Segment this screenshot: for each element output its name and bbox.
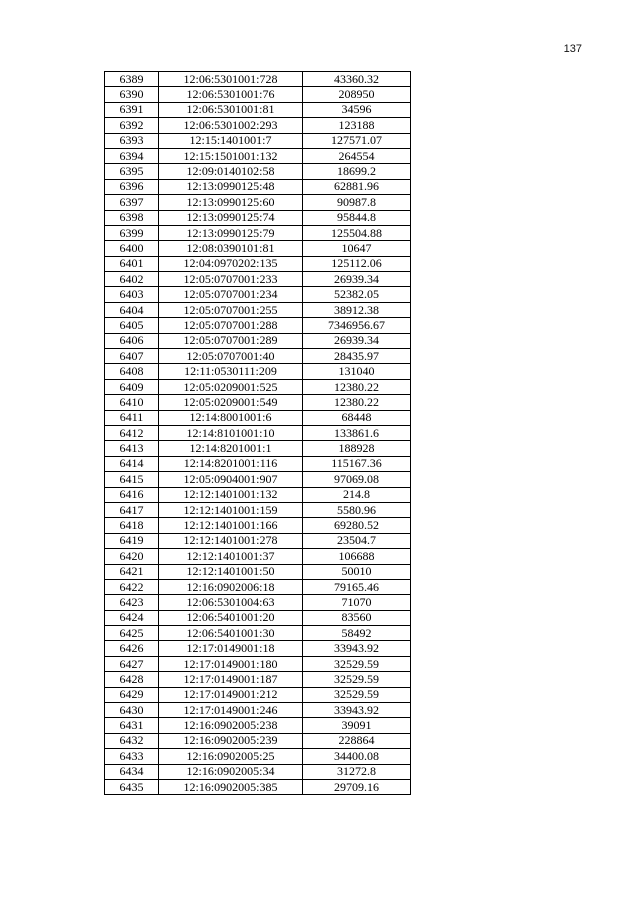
table-row xyxy=(105,87,411,102)
cadastral-number-cell: 12:16:0902006:18 xyxy=(159,579,303,594)
table-row xyxy=(105,487,411,502)
row-number-cell: 6420 xyxy=(105,549,159,564)
table-row xyxy=(105,564,411,579)
value-cell: 95844.8 xyxy=(303,210,411,225)
table-row xyxy=(105,718,411,733)
table-row xyxy=(105,395,411,410)
cadastral-number-cell: 12:06:5301001:76 xyxy=(159,87,303,102)
row-number-cell: 6399 xyxy=(105,225,159,240)
table-row xyxy=(105,672,411,687)
table-row xyxy=(105,318,411,333)
value-cell: 18699.2 xyxy=(303,164,411,179)
row-number-cell: 6416 xyxy=(105,487,159,502)
cadastral-number-cell: 12:16:0902005:34 xyxy=(159,764,303,779)
table-row xyxy=(105,349,411,364)
cadastral-number-cell: 12:05:0707001:233 xyxy=(159,272,303,287)
cadastral-number-cell: 12:06:5301002:293 xyxy=(159,118,303,133)
value-cell: 214.8 xyxy=(303,487,411,502)
value-cell: 97069.08 xyxy=(303,472,411,487)
table-row xyxy=(105,179,411,194)
cadastral-number-cell: 12:12:1401001:50 xyxy=(159,564,303,579)
cadastral-number-cell: 12:12:1401001:132 xyxy=(159,487,303,502)
row-number-cell: 6409 xyxy=(105,379,159,394)
cadastral-number-cell: 12:14:8201001:116 xyxy=(159,456,303,471)
row-number-cell: 6390 xyxy=(105,87,159,102)
table-row xyxy=(105,626,411,641)
table-row xyxy=(105,148,411,163)
table-body xyxy=(105,72,411,795)
table-row xyxy=(105,441,411,456)
value-cell: 62881.96 xyxy=(303,179,411,194)
page-number: 137 xyxy=(563,43,582,55)
row-number-cell: 6417 xyxy=(105,502,159,517)
row-number-cell: 6427 xyxy=(105,656,159,671)
row-number-cell: 6398 xyxy=(105,210,159,225)
cadastral-number-cell: 12:09:0140102:58 xyxy=(159,164,303,179)
table-row xyxy=(105,610,411,625)
cadastral-number-cell: 12:16:0902005:238 xyxy=(159,718,303,733)
table-row xyxy=(105,364,411,379)
row-number-cell: 6410 xyxy=(105,395,159,410)
row-number-cell: 6425 xyxy=(105,626,159,641)
value-cell: 43360.32 xyxy=(303,72,411,87)
value-cell: 26939.34 xyxy=(303,272,411,287)
cadastral-number-cell: 12:13:0990125:79 xyxy=(159,225,303,240)
value-cell: 28435.97 xyxy=(303,349,411,364)
table-row xyxy=(105,533,411,548)
value-cell: 29709.16 xyxy=(303,779,411,794)
row-number-cell: 6402 xyxy=(105,272,159,287)
value-cell: 38912.38 xyxy=(303,302,411,317)
value-cell: 90987.8 xyxy=(303,195,411,210)
cadastral-number-cell: 12:05:0904001:907 xyxy=(159,472,303,487)
table-row xyxy=(105,272,411,287)
cadastral-number-cell: 12:11:0530111:209 xyxy=(159,364,303,379)
cadastral-number-cell: 12:06:5301001:81 xyxy=(159,102,303,117)
value-cell: 31272.8 xyxy=(303,764,411,779)
cadastral-number-cell: 12:14:8001001:6 xyxy=(159,410,303,425)
value-cell: 79165.46 xyxy=(303,579,411,594)
value-cell: 10647 xyxy=(303,241,411,256)
cadastral-number-cell: 12:05:0707001:255 xyxy=(159,302,303,317)
value-cell: 50010 xyxy=(303,564,411,579)
table-row xyxy=(105,118,411,133)
cadastral-number-cell: 12:06:5401001:20 xyxy=(159,610,303,625)
value-cell: 23504.7 xyxy=(303,533,411,548)
row-number-cell: 6431 xyxy=(105,718,159,733)
table-row xyxy=(105,195,411,210)
value-cell: 52382.05 xyxy=(303,287,411,302)
row-number-cell: 6407 xyxy=(105,349,159,364)
data-table xyxy=(104,71,411,795)
value-cell: 69280.52 xyxy=(303,518,411,533)
cadastral-number-cell: 12:05:0707001:40 xyxy=(159,349,303,364)
cadastral-number-cell: 12:12:1401001:37 xyxy=(159,549,303,564)
value-cell: 83560 xyxy=(303,610,411,625)
cadastral-number-cell: 12:13:0990125:60 xyxy=(159,195,303,210)
row-number-cell: 6392 xyxy=(105,118,159,133)
table-row xyxy=(105,210,411,225)
row-number-cell: 6415 xyxy=(105,472,159,487)
value-cell: 208950 xyxy=(303,87,411,102)
value-cell: 131040 xyxy=(303,364,411,379)
table-row xyxy=(105,256,411,271)
cadastral-number-cell: 12:05:0209001:525 xyxy=(159,379,303,394)
value-cell: 125504.88 xyxy=(303,225,411,240)
value-cell: 228864 xyxy=(303,733,411,748)
row-number-cell: 6435 xyxy=(105,779,159,794)
table-row xyxy=(105,456,411,471)
row-number-cell: 6401 xyxy=(105,256,159,271)
cadastral-number-cell: 12:06:5301001:728 xyxy=(159,72,303,87)
value-cell: 125112.06 xyxy=(303,256,411,271)
value-cell: 33943.92 xyxy=(303,703,411,718)
row-number-cell: 6430 xyxy=(105,703,159,718)
row-number-cell: 6403 xyxy=(105,287,159,302)
table-row xyxy=(105,779,411,794)
table-row xyxy=(105,641,411,656)
table-row xyxy=(105,518,411,533)
table-row xyxy=(105,379,411,394)
table-row xyxy=(105,425,411,440)
table-row xyxy=(105,241,411,256)
row-number-cell: 6396 xyxy=(105,179,159,194)
row-number-cell: 6426 xyxy=(105,641,159,656)
table-row xyxy=(105,764,411,779)
row-number-cell: 6428 xyxy=(105,672,159,687)
row-number-cell: 6404 xyxy=(105,302,159,317)
value-cell: 12380.22 xyxy=(303,395,411,410)
table-row xyxy=(105,656,411,671)
cadastral-number-cell: 12:05:0707001:288 xyxy=(159,318,303,333)
table-row xyxy=(105,472,411,487)
value-cell: 106688 xyxy=(303,549,411,564)
value-cell: 5580.96 xyxy=(303,502,411,517)
cadastral-number-cell: 12:05:0209001:549 xyxy=(159,395,303,410)
row-number-cell: 6414 xyxy=(105,456,159,471)
table-row xyxy=(105,749,411,764)
value-cell: 68448 xyxy=(303,410,411,425)
cadastral-number-cell: 12:15:1401001:7 xyxy=(159,133,303,148)
row-number-cell: 6391 xyxy=(105,102,159,117)
value-cell: 71070 xyxy=(303,595,411,610)
table-row xyxy=(105,333,411,348)
cadastral-number-cell: 12:14:8201001:1 xyxy=(159,441,303,456)
cadastral-number-cell: 12:04:0970202:135 xyxy=(159,256,303,271)
value-cell: 32529.59 xyxy=(303,687,411,702)
row-number-cell: 6411 xyxy=(105,410,159,425)
value-cell: 188928 xyxy=(303,441,411,456)
table-row xyxy=(105,133,411,148)
cadastral-number-cell: 12:16:0902005:239 xyxy=(159,733,303,748)
value-cell: 39091 xyxy=(303,718,411,733)
cadastral-number-cell: 12:14:8101001:10 xyxy=(159,425,303,440)
row-number-cell: 6408 xyxy=(105,364,159,379)
value-cell: 123188 xyxy=(303,118,411,133)
table-row xyxy=(105,72,411,87)
cadastral-number-cell: 12:12:1401001:159 xyxy=(159,502,303,517)
value-cell: 26939.34 xyxy=(303,333,411,348)
table-row xyxy=(105,703,411,718)
value-cell: 12380.22 xyxy=(303,379,411,394)
cadastral-number-cell: 12:16:0902005:385 xyxy=(159,779,303,794)
cadastral-number-cell: 12:13:0990125:74 xyxy=(159,210,303,225)
row-number-cell: 6418 xyxy=(105,518,159,533)
value-cell: 34400.08 xyxy=(303,749,411,764)
cadastral-number-cell: 12:17:0149001:18 xyxy=(159,641,303,656)
table-row xyxy=(105,410,411,425)
table-row xyxy=(105,549,411,564)
table-row xyxy=(105,733,411,748)
table-row xyxy=(105,102,411,117)
row-number-cell: 6393 xyxy=(105,133,159,148)
row-number-cell: 6413 xyxy=(105,441,159,456)
cadastral-number-cell: 12:17:0149001:246 xyxy=(159,703,303,718)
value-cell: 34596 xyxy=(303,102,411,117)
table-row xyxy=(105,302,411,317)
row-number-cell: 6400 xyxy=(105,241,159,256)
row-number-cell: 6397 xyxy=(105,195,159,210)
table-row xyxy=(105,687,411,702)
value-cell: 32529.59 xyxy=(303,656,411,671)
cadastral-number-cell: 12:15:1501001:132 xyxy=(159,148,303,163)
row-number-cell: 6421 xyxy=(105,564,159,579)
value-cell: 7346956.67 xyxy=(303,318,411,333)
row-number-cell: 6419 xyxy=(105,533,159,548)
cadastral-number-cell: 12:12:1401001:166 xyxy=(159,518,303,533)
row-number-cell: 6424 xyxy=(105,610,159,625)
value-cell: 264554 xyxy=(303,148,411,163)
value-cell: 133861.6 xyxy=(303,425,411,440)
row-number-cell: 6433 xyxy=(105,749,159,764)
row-number-cell: 6423 xyxy=(105,595,159,610)
cadastral-number-cell: 12:06:5401001:30 xyxy=(159,626,303,641)
row-number-cell: 6429 xyxy=(105,687,159,702)
cadastral-number-cell: 12:16:0902005:25 xyxy=(159,749,303,764)
value-cell: 33943.92 xyxy=(303,641,411,656)
table-row xyxy=(105,502,411,517)
row-number-cell: 6395 xyxy=(105,164,159,179)
table-row xyxy=(105,164,411,179)
cadastral-number-cell: 12:17:0149001:212 xyxy=(159,687,303,702)
cadastral-number-cell: 12:06:5301004:63 xyxy=(159,595,303,610)
cadastral-number-cell: 12:12:1401001:278 xyxy=(159,533,303,548)
row-number-cell: 6389 xyxy=(105,72,159,87)
row-number-cell: 6434 xyxy=(105,764,159,779)
row-number-cell: 6422 xyxy=(105,579,159,594)
row-number-cell: 6406 xyxy=(105,333,159,348)
cadastral-number-cell: 12:13:0990125:48 xyxy=(159,179,303,194)
table-row xyxy=(105,225,411,240)
value-cell: 58492 xyxy=(303,626,411,641)
cadastral-number-cell: 12:05:0707001:234 xyxy=(159,287,303,302)
value-cell: 127571.07 xyxy=(303,133,411,148)
cadastral-number-cell: 12:17:0149001:180 xyxy=(159,656,303,671)
row-number-cell: 6432 xyxy=(105,733,159,748)
table-row xyxy=(105,579,411,594)
row-number-cell: 6394 xyxy=(105,148,159,163)
table-row xyxy=(105,287,411,302)
row-number-cell: 6412 xyxy=(105,425,159,440)
cadastral-number-cell: 12:08:0390101:81 xyxy=(159,241,303,256)
row-number-cell: 6405 xyxy=(105,318,159,333)
cadastral-number-cell: 12:17:0149001:187 xyxy=(159,672,303,687)
value-cell: 115167.36 xyxy=(303,456,411,471)
table-row xyxy=(105,595,411,610)
cadastral-number-cell: 12:05:0707001:289 xyxy=(159,333,303,348)
value-cell: 32529.59 xyxy=(303,672,411,687)
